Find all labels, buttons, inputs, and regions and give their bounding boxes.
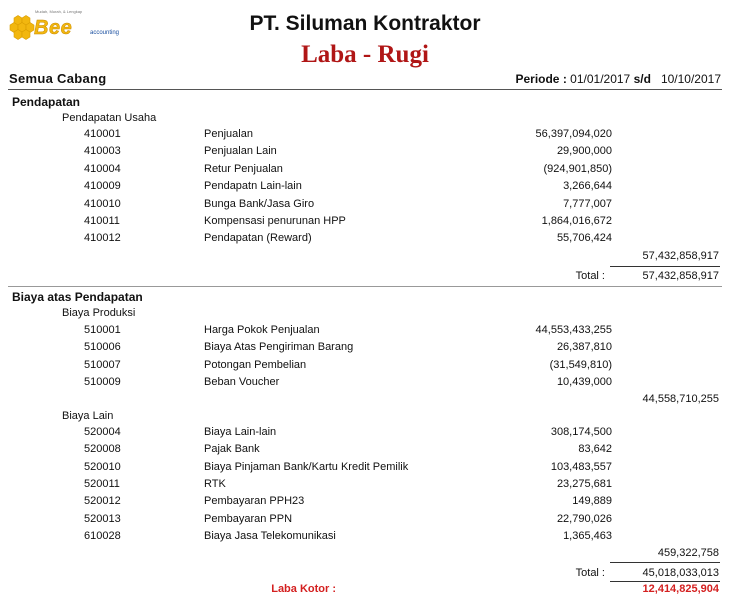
account-name: Biaya Jasa Telekomunikasi bbox=[204, 529, 336, 542]
account-name: RTK bbox=[204, 477, 226, 490]
account-name: Pembayaran PPH23 bbox=[204, 495, 305, 508]
account-amount: 22,790,026 bbox=[556, 512, 612, 525]
account-amount: 29,900,000 bbox=[556, 145, 612, 158]
account-code: 610028 bbox=[84, 529, 121, 542]
pendapatan-total: 57,432,858,917 bbox=[642, 270, 719, 282]
branch-label: Semua Cabang bbox=[9, 71, 107, 86]
account-code: 410011 bbox=[84, 215, 120, 227]
group-title-pendapatan-usaha: Pendapatan Usaha bbox=[62, 112, 157, 124]
account-code: 520011 bbox=[84, 477, 120, 490]
period-from: 01/01/2017 bbox=[570, 72, 631, 86]
account-name: Pendapatn Lain-lain bbox=[204, 180, 302, 193]
account-amount: 26,387,810 bbox=[556, 341, 612, 354]
logo-tagline: Mudah, Murah, & Lengkap bbox=[35, 9, 83, 14]
account-name: Beban Voucher bbox=[204, 376, 280, 389]
account-code: 520010 bbox=[84, 460, 121, 473]
account-name: Kompensasi penurunan HPP bbox=[204, 215, 346, 227]
period-to: 10/10/2017 bbox=[660, 72, 721, 86]
account-amount: 56,397,094,020 bbox=[535, 128, 612, 140]
account-amount: 44,553,433,255 bbox=[535, 324, 612, 336]
account-amount: 23,275,681 bbox=[556, 477, 612, 490]
gross-profit-label: Laba Kotor : bbox=[271, 583, 336, 595]
account-code: 510007 bbox=[84, 358, 121, 371]
gross-profit-value: 12,414,825,904 bbox=[642, 583, 719, 595]
pendapatan-sub-line bbox=[610, 266, 720, 267]
period-label: Periode : bbox=[515, 72, 567, 86]
account-name: Pajak Bank bbox=[204, 443, 260, 456]
period-separator: s/d bbox=[633, 72, 651, 86]
account-code: 410001 bbox=[84, 128, 121, 140]
account-amount: (924,901,850) bbox=[543, 162, 612, 175]
account-name: Potongan Pembelian bbox=[204, 358, 307, 371]
account-name: Bunga Bank/Jasa Giro bbox=[204, 197, 315, 210]
account-name: Biaya Pinjaman Bank/Kartu Kredit Pemilik bbox=[204, 460, 409, 473]
account-amount: 55,706,424 bbox=[556, 232, 612, 245]
account-code: 410009 bbox=[84, 180, 121, 193]
account-amount: 7,777,007 bbox=[563, 197, 612, 210]
section-title-biaya: Biaya atas Pendapatan bbox=[12, 290, 143, 304]
account-name: Pembayaran PPN bbox=[204, 512, 293, 525]
account-name: Penjualan Lain bbox=[204, 145, 277, 158]
report-title: Laba - Rugi bbox=[301, 41, 429, 68]
period-range bbox=[515, 72, 721, 86]
account-code: 410003 bbox=[84, 145, 121, 158]
account-code: 520004 bbox=[84, 426, 121, 438]
logo-accounting-text: accounting bbox=[90, 30, 120, 36]
header-divider bbox=[8, 89, 722, 90]
section-divider bbox=[8, 286, 722, 287]
account-code: 510009 bbox=[84, 376, 121, 389]
account-code: 410010 bbox=[84, 197, 121, 210]
biaya-sub-line bbox=[610, 562, 720, 563]
account-amount: 10,439,000 bbox=[556, 376, 612, 389]
biaya-total: 45,018,033,013 bbox=[642, 567, 719, 579]
company-name: PT. Siluman Kontraktor bbox=[249, 12, 481, 35]
group-title-biaya-lain: Biaya Lain bbox=[62, 410, 114, 422]
account-amount: 83,642 bbox=[578, 443, 612, 456]
account-code: 410004 bbox=[84, 162, 121, 175]
biaya-produksi-subtotal: 44,558,710,255 bbox=[642, 393, 719, 405]
account-code: 510006 bbox=[84, 341, 121, 354]
account-amount: 149,889 bbox=[572, 495, 612, 508]
account-code: 510001 bbox=[84, 324, 121, 336]
account-code: 410012 bbox=[84, 232, 121, 245]
account-name: Biaya Atas Pengiriman Barang bbox=[204, 341, 354, 354]
account-name: Pendapatan (Reward) bbox=[204, 232, 312, 245]
logo-bee-text: Bee bbox=[34, 17, 73, 39]
pendapatan-total-label: Total : bbox=[575, 270, 605, 282]
account-name: Biaya Lain-lain bbox=[204, 426, 277, 438]
biaya-lain-subtotal: 459,322,758 bbox=[657, 547, 719, 559]
account-amount: 308,174,500 bbox=[550, 426, 612, 438]
account-name: Harga Pokok Penjualan bbox=[204, 324, 320, 336]
account-amount: 103,483,557 bbox=[550, 460, 612, 473]
account-code: 520012 bbox=[84, 495, 121, 508]
pendapatan-subtotal: 57,432,858,917 bbox=[642, 250, 719, 262]
account-amount: 1,365,463 bbox=[563, 529, 612, 542]
section-title-pendapatan: Pendapatan bbox=[12, 95, 81, 109]
account-code: 520008 bbox=[84, 443, 121, 456]
account-amount: 3,266,644 bbox=[563, 180, 612, 193]
account-amount: (31,549,810) bbox=[549, 358, 612, 371]
account-amount: 1,864,016,672 bbox=[541, 215, 612, 227]
account-code: 520013 bbox=[84, 512, 121, 525]
biaya-total-line bbox=[610, 581, 720, 582]
account-name: Retur Penjualan bbox=[204, 162, 283, 175]
account-name: Penjualan bbox=[204, 128, 253, 140]
biaya-total-label: Total : bbox=[575, 567, 605, 579]
group-title-biaya-produksi: Biaya Produksi bbox=[62, 307, 136, 319]
